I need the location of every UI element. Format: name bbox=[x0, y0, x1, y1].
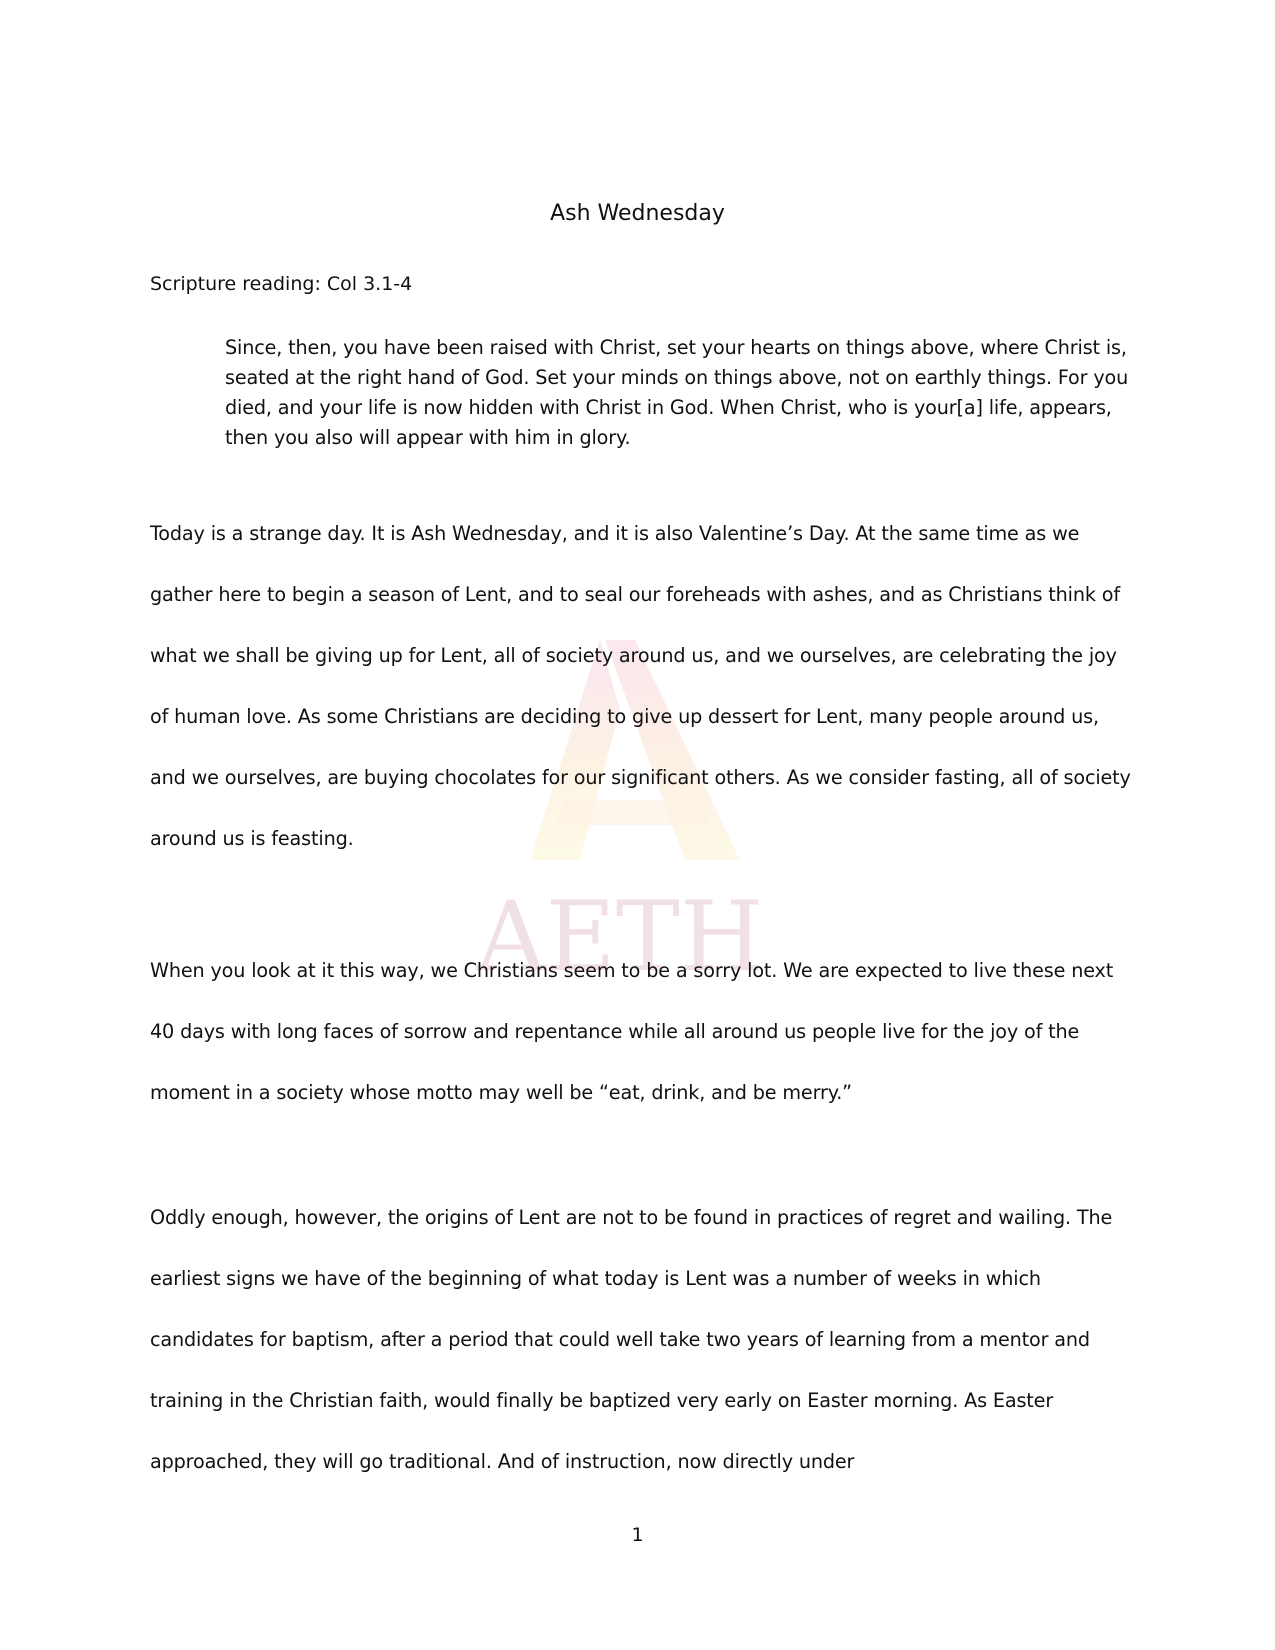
scripture-quote: Since, then, you have been raised with Christ, set your hearts on things above, where Christ is, seated at the right hand of God. Set your minds on things above, not on earthly things. For you died, and your life is now hidden with Christ in God. When Christ, who is your[a] life, appears, then you also will appear with him in glory. bbox=[225, 336, 1129, 449]
watermark-text: AETH bbox=[476, 881, 764, 993]
page-title: Ash Wednesday bbox=[550, 201, 725, 226]
scripture-reference: Scripture reading: Col 3.1-4 bbox=[150, 273, 413, 295]
page-number: 1 bbox=[631, 1524, 644, 1546]
body-paragraph: When you look at it this way, we Christians seem to be a sorry lot. We are expected to live these next 40 days with long faces of sorrow and repentance while all around us people live for the joy of the moment in a society whose motto may well be “eat, drink, and be merry.” bbox=[150, 959, 1114, 1104]
body-paragraph: Today is a strange day. It is Ash Wednesday, and it is also Valentine’s Day. At the same time as we gather here to begin a season of Lent, and to seal our foreheads with ashes, and as Christians think of what we shall be giving up for Lent, all of society around us, and we ourselves, are celebrating the joy of human love. As some Christians are deciding to give up dessert for Lent, many people around us, and we ourselves, are buying chocolates for our significant others. As we consider fasting, all of society around us is feasting. bbox=[150, 522, 1131, 850]
body-paragraph: Oddly enough, however, the origins of Lent are not to be found in practices of regret and wailing. The earliest signs we have of the beginning of what today is Lent was a number of weeks in which candidates for baptism, after a period that could well take two years of learning from a mentor and training in the Christian faith, would finally be baptized very early on Easter morning. As Easter approached, they will go traditional. And of instruction, now directly under bbox=[150, 1206, 1113, 1473]
